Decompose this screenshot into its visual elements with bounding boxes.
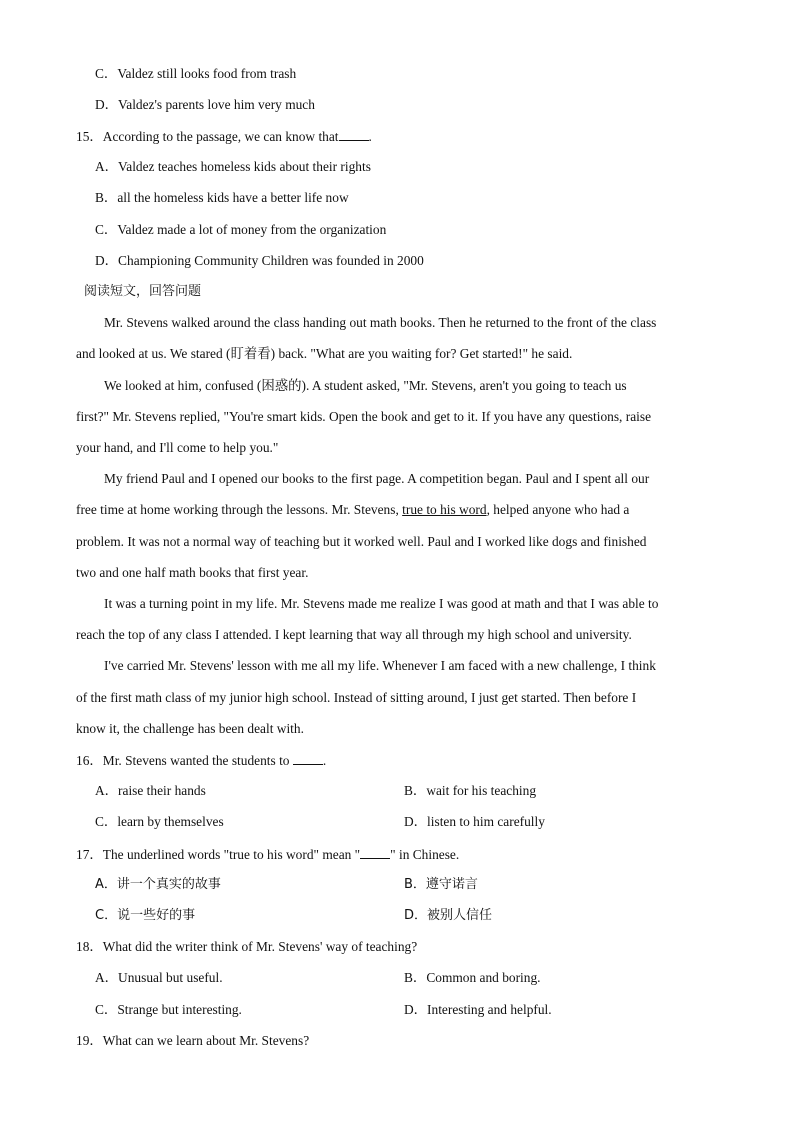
q17-option-a: A．讲一个真实的故事: [95, 877, 221, 892]
q17-option-b: B．遵守诺言: [404, 877, 478, 892]
section-heading: 阅读短文，回答问题: [84, 284, 202, 299]
q16-stem-end: .: [322, 753, 327, 768]
q17-option-c: C．说一些好的事: [95, 908, 196, 923]
q16-option-b: B．wait for his teaching: [404, 783, 537, 798]
answer-blank: [360, 846, 390, 859]
q15-option-c: C．Valdez made a lot of money from the organization: [95, 222, 387, 237]
passage-line: Mr. Stevens walked around the class handing out math books. Then he returned to the front of the class: [104, 315, 657, 330]
q15-option-b: B．all the homeless kids have a better life now: [95, 190, 349, 205]
q18-option-b: B．Common and boring.: [404, 970, 541, 985]
passage-line: know it, the challenge has been dealt with.: [76, 721, 304, 736]
q15-stem-end: .: [368, 129, 372, 144]
q15-option-a: A．Valdez teaches homeless kids about their rights: [95, 159, 371, 174]
passage-line: and looked at us. We stared (盯着看) back. "What are you waiting for? Get started!" he said.: [76, 346, 573, 361]
q16-stem-text: 16．Mr. Stevens wanted the students to: [76, 753, 290, 768]
passage-line: It was a turning point in my life. Mr. Stevens made me realize I was good at math and that I was able to: [104, 596, 659, 611]
passage-text: free time at home working through the lessons. Mr. Stevens,: [76, 502, 403, 517]
q17-stem: [76, 846, 459, 863]
underlined-phrase: true to his word: [402, 502, 487, 517]
answer-blank: [339, 128, 369, 141]
q16-option-c: C．learn by themselves: [95, 814, 224, 829]
q15-stem-text: 15．According to the passage, we can know that: [76, 129, 339, 144]
q19-stem: 19．What can we learn about Mr. Stevens?: [76, 1033, 310, 1048]
q16-option-a: A．raise their hands: [95, 783, 206, 798]
q16-stem: [76, 752, 326, 769]
q16-option-d: D．listen to him carefully: [404, 814, 545, 829]
q18-stem: 18．What did the writer think of Mr. Stevens' way of teaching?: [76, 939, 418, 954]
passage-line: We looked at him, confused (困惑的). A student asked, "Mr. Stevens, aren't you going to teach us: [104, 378, 627, 393]
q14-option-d: D．Valdez's parents love him very much: [95, 97, 315, 112]
passage-line: problem. It was not a normal way of teaching but it worked well. Paul and I worked like dogs and finished: [76, 534, 647, 549]
q18-option-a: A．Unusual but useful.: [95, 970, 223, 985]
q17-stem-text: 17．The underlined words "true to his word" mean ": [76, 847, 361, 862]
passage-line: your hand, and I'll come to help you.": [76, 440, 279, 455]
passage-line: two and one half math books that first year.: [76, 565, 309, 580]
passage-line: I've carried Mr. Stevens' lesson with me all my life. Whenever I am faced with a new challenge, I think: [104, 658, 656, 673]
passage-line: [76, 502, 629, 518]
answer-blank: [293, 752, 323, 765]
passage-line: reach the top of any class I attended. I kept learning that way all through my high school and university.: [76, 627, 632, 642]
q17-option-d: D．被别人信任: [404, 908, 493, 923]
q18-option-c: C．Strange but interesting.: [95, 1002, 242, 1017]
passage-line: of the first math class of my junior high school. Instead of sitting around, I just get started. Then before I: [76, 690, 637, 705]
q14-option-c: C．Valdez still looks food from trash: [95, 66, 297, 81]
passage-line: first?" Mr. Stevens replied, "You're smart kids. Open the book and get to it. If you have any questions, raise: [76, 409, 652, 424]
q17-stem-end: " in Chinese.: [390, 847, 460, 862]
passage-text: , helped anyone who had a: [486, 502, 630, 517]
q15-stem: [76, 128, 372, 145]
q15-option-d: D．Championing Community Children was founded in 2000: [95, 253, 424, 268]
passage-line: My friend Paul and I opened our books to the first page. A competition began. Paul and I spent all our: [104, 471, 650, 486]
q18-option-d: D．Interesting and helpful.: [404, 1002, 552, 1017]
